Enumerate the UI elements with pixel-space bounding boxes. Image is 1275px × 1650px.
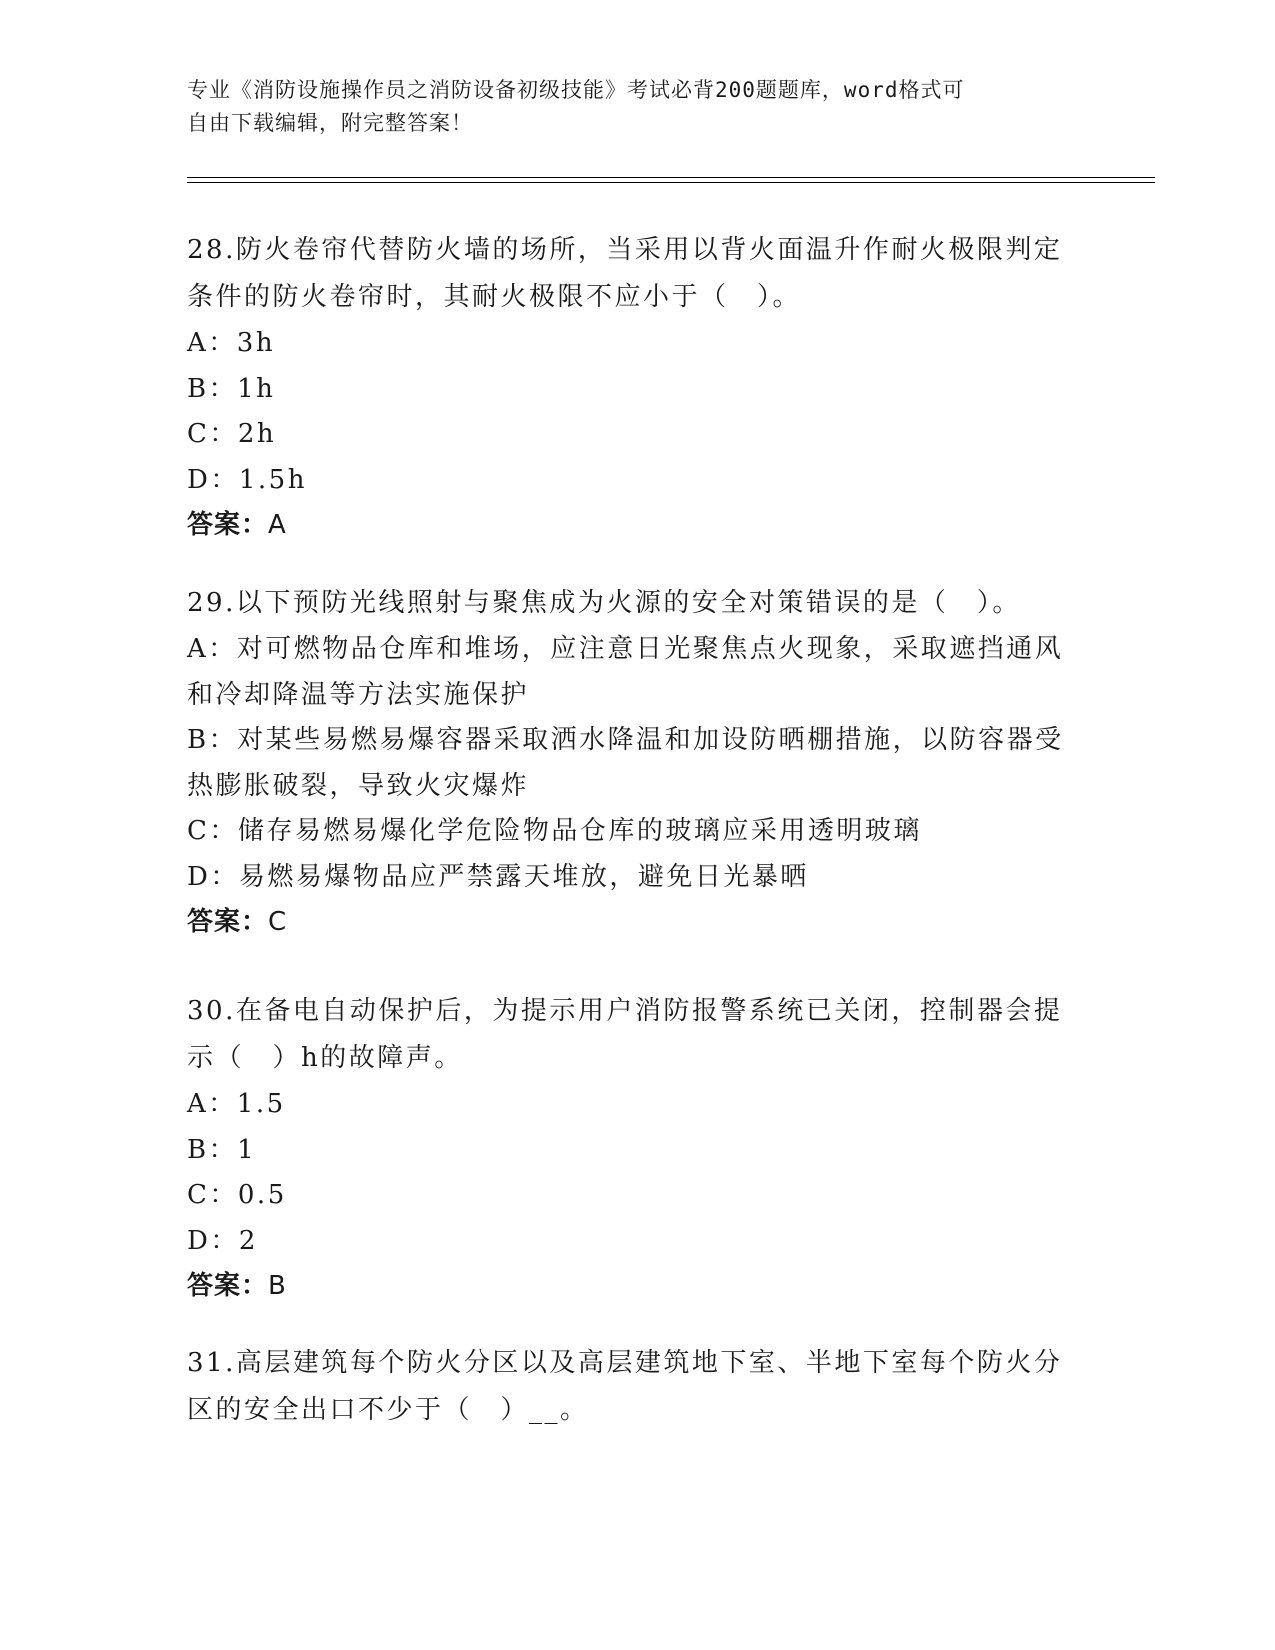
- question-text: 31.高层建筑每个防火分区以及高层建筑地下室、半地下室每个防火分区的安全出口不少于（ ）__。: [187, 1348, 1063, 1425]
- document-header: [187, 74, 1067, 140]
- answer-value: B: [268, 1271, 287, 1301]
- option-c: C：0.5: [187, 1180, 287, 1210]
- answer-line: [187, 503, 1087, 549]
- answer-label: 答案：: [187, 510, 269, 540]
- option-b: B：1: [187, 1134, 257, 1165]
- option-a: A：1.5: [187, 1089, 286, 1119]
- answer-label: 答案：: [187, 1271, 269, 1301]
- question-31: [187, 1340, 1087, 1434]
- option-a: A：3h: [187, 328, 276, 358]
- option-d: D：易燃易爆物品应严禁露天堆放，避免日光暴晒: [187, 861, 809, 892]
- header-line-2: 自由下载编辑，附完整答案！: [187, 111, 473, 135]
- question-28: [187, 227, 1087, 549]
- option-d: D：1.5h: [187, 464, 307, 495]
- option-d: D：2: [187, 1225, 258, 1256]
- question-30: [187, 988, 1087, 1310]
- option-a: A：对可燃物品仓库和堆场，应注意日光聚焦点火现象，采取遮挡通风和冷却降温等方法实施保护: [187, 634, 1064, 710]
- answer-value: A: [268, 510, 287, 540]
- question-29: [187, 580, 1087, 946]
- header-divider-top: [187, 177, 1155, 178]
- answer-line: [187, 1264, 1087, 1310]
- question-text: 30.在备电自动保护后，为提示用户消防报警系统已关闭，控制器会提示（ ）h的故障声。: [187, 996, 1063, 1073]
- option-b: B：对某些易燃易爆容器采取洒水降温和加设防晒棚措施，以防容器受热膨胀破裂，导致火灾爆炸: [187, 725, 1064, 801]
- header-divider-bottom: [187, 182, 1155, 183]
- answer-value: C: [268, 907, 288, 937]
- question-text: 28.防火卷帘代替防火墙的场所，当采用以背火面温升作耐火极限判定条件的防火卷帘时，其耐火极限不应小于（ ）。: [187, 235, 1063, 312]
- option-b: B：1h: [187, 373, 276, 404]
- answer-line: [187, 900, 1087, 946]
- answer-label: 答案：: [187, 907, 269, 937]
- header-line-1: 专业《消防设施操作员之消防设备初级技能》考试必背200题题库，word格式可: [187, 78, 965, 102]
- question-text: 29.以下预防光线照射与聚焦成为火源的安全对策错误的是（ ）。: [187, 588, 1021, 618]
- option-c: C：2h: [187, 419, 277, 449]
- option-c: C：储存易燃易爆化学危险物品仓库的玻璃应采用透明玻璃: [187, 816, 922, 846]
